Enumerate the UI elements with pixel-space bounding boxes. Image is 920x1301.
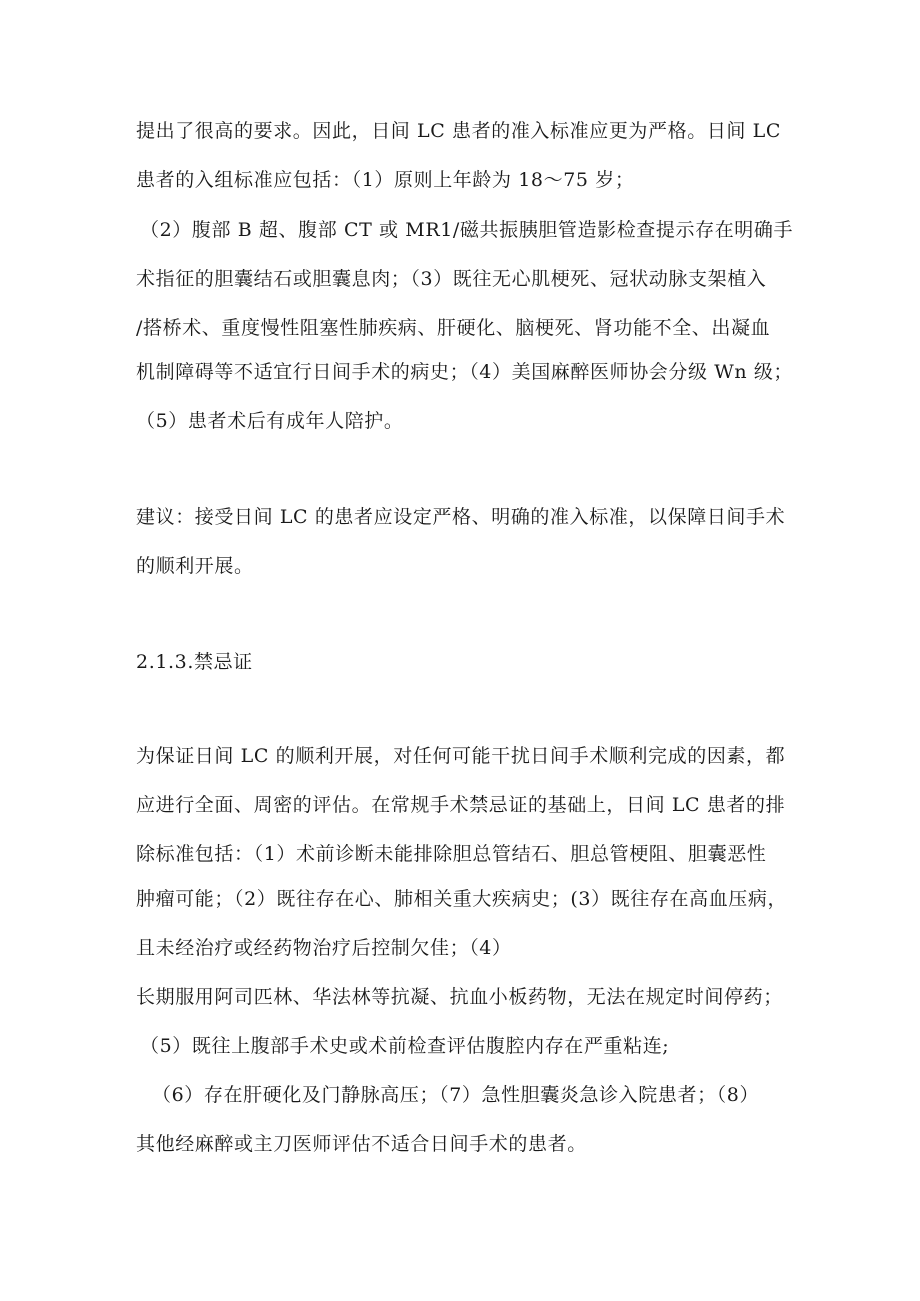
text-line: 肿瘤可能；（2）既往存在心、肺相关重大疾病史；(3）既往存在高血压病， bbox=[136, 888, 788, 910]
text-line: 建议：接受日间 LC 的患者应设定严格、明确的准入标准，以保障日间手术 bbox=[136, 506, 786, 528]
text-line: 应进行全面、周密的评估。在常规手术禁忌证的基础上，日间 LC 患者的排 bbox=[136, 794, 786, 816]
text-line: 除标准包括：（1）术前诊断未能排除胆总管结石、胆总管梗阻、胆囊恶性 bbox=[136, 843, 767, 865]
text-line: 术指征的胆囊结石或胆囊息肉；（3）既往无心肌梗死、冠状动脉支架植入 bbox=[136, 268, 767, 290]
text-line: 机制障碍等不适宜行日间手术的病史；（4）美国麻醉医师协会分级 Wn 级； bbox=[136, 361, 794, 383]
text-line: 其他经麻醉或主刀医师评估不适合日间手术的患者。 bbox=[136, 1133, 587, 1155]
text-line: （6）存在肝硬化及门静脉高压；（7）急性胆囊炎急诊入院患者；（8） bbox=[152, 1084, 760, 1106]
text-line: （5）患者术后有成年人陪护。 bbox=[136, 410, 404, 432]
text-line: 的顺利开展。 bbox=[136, 555, 254, 577]
text-line: 为保证日间 LC 的顺利开展，对任何可能干扰日间手术顺利完成的因素，都 bbox=[136, 745, 786, 767]
text-line: 且未经治疗或经药物治疗后控制欠佳；（4） bbox=[136, 937, 512, 959]
section-heading: 2.1.3.禁忌证 bbox=[136, 651, 253, 673]
text-line: /搭桥术、重度慢性阻塞性肺疾病、肝硬化、脑梗死、肾功能不全、出凝血 bbox=[136, 317, 771, 339]
text-line: 长期服用阿司匹林、华法林等抗凝、抗血小板药物，无法在规定时间停药； bbox=[136, 986, 783, 1008]
text-line: （2）腹部 B 超、腹部 CT 或 MR1/磁共振胰胆管造影检查提示存在明确手 bbox=[140, 219, 794, 241]
text-line: 患者的入组标准应包括：（1）原则上年龄为 18～75 岁； bbox=[136, 169, 635, 191]
text-line: 提出了很高的要求。因此，日间 LC 患者的准入标准应更为严格。日间 LC bbox=[136, 120, 782, 142]
text-line: （5）既往上腹部手术史或术前检查评估腹腔内存在严重粘连; bbox=[140, 1035, 670, 1057]
